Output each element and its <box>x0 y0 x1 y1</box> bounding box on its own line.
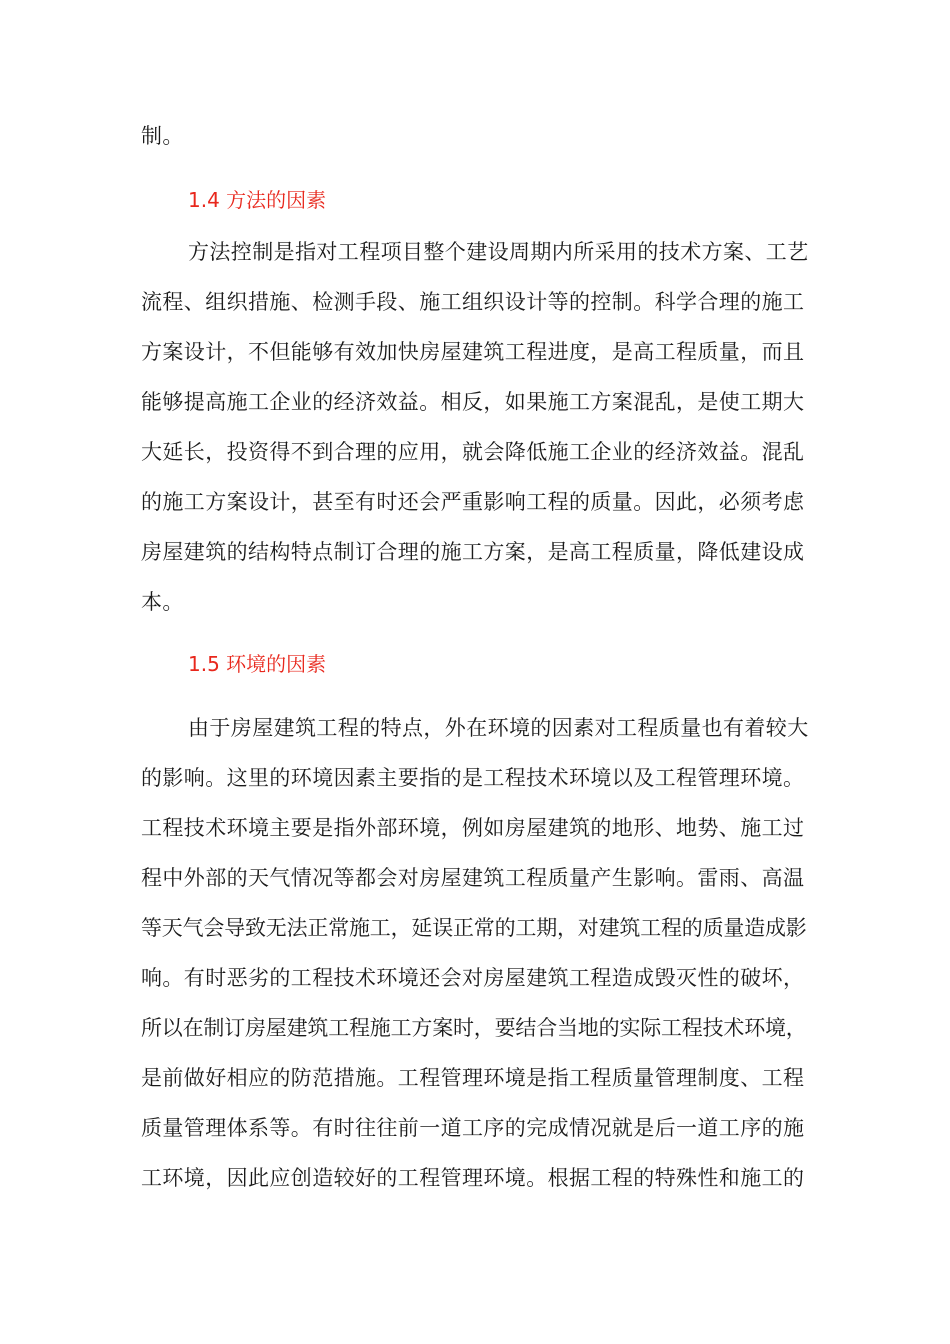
paragraph-line: 响。有时恶劣的工程技术环境还会对房屋建筑工程造成毁灭性的破坏， <box>141 966 805 990</box>
paragraph-line: 程中外部的天气情况等都会对房屋建筑工程质量产生影响。雷雨、高温 <box>141 866 805 890</box>
paragraph-line: 是前做好相应的防范措施。工程管理环境是指工程质量管理制度、工程 <box>141 1066 805 1090</box>
section-heading-1-5: 1.5 环境的因素 <box>188 652 327 676</box>
paragraph-line: 房屋建筑的结构特点制订合理的施工方案，是高工程质量，降低建设成 <box>141 540 805 564</box>
paragraph-line: 的施工方案设计，甚至有时还会严重影响工程的质量。因此，必须考虑 <box>141 490 805 514</box>
paragraph-line: 方法控制是指对工程项目整个建设周期内所采用的技术方案、工艺 <box>188 240 809 264</box>
continuation-line: 制。 <box>141 124 184 148</box>
paragraph-line: 由于房屋建筑工程的特点，外在环境的因素对工程质量也有着较大 <box>188 716 809 740</box>
paragraph-line: 流程、组织措施、检测手段、施工组织设计等的控制。科学合理的施工 <box>141 290 805 314</box>
paragraph-line: 所以在制订房屋建筑工程施工方案时，要结合当地的实际工程技术环境， <box>141 1016 807 1040</box>
paragraph-line: 大延长，投资得不到合理的应用，就会降低施工企业的经济效益。混乱 <box>141 440 805 464</box>
paragraph-line: 工环境，因此应创造较好的工程管理环境。根据工程的特殊性和施工的 <box>141 1166 805 1190</box>
paragraph-line: 质量管理体系等。有时往往前一道工序的完成情况就是后一道工序的施 <box>141 1116 805 1140</box>
section-heading-1-4: 1.4 方法的因素 <box>188 188 327 212</box>
paragraph-line: 本。 <box>141 590 184 614</box>
paragraph-line: 能够提高施工企业的经济效益。相反，如果施工方案混乱，是使工期大 <box>141 390 805 414</box>
paragraph-line: 方案设计，不但能够有效加快房屋建筑工程进度，是高工程质量，而且 <box>141 340 805 364</box>
paragraph-line: 等天气会导致无法正常施工，延误正常的工期，对建筑工程的质量造成影 <box>141 916 807 940</box>
paragraph-line: 的影响。这里的环境因素主要指的是工程技术环境以及工程管理环境。 <box>141 766 805 790</box>
paragraph-line: 工程技术环境主要是指外部环境，例如房屋建筑的地形、地势、施工过 <box>141 816 805 840</box>
